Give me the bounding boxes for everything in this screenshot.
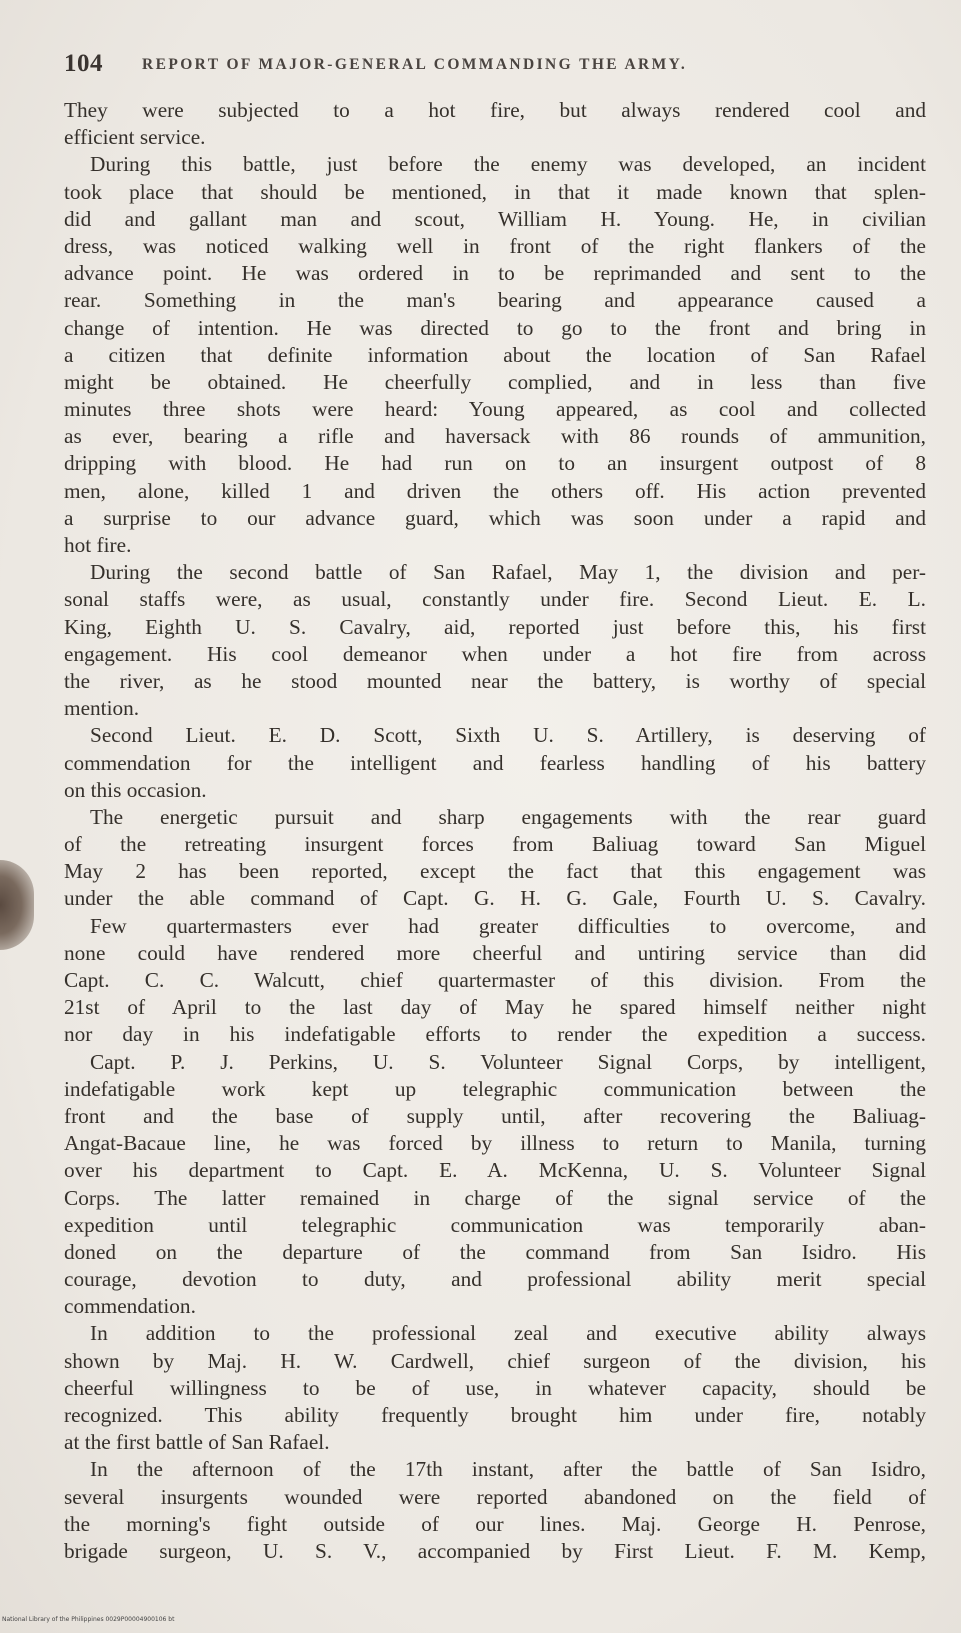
- text-line: men, alone, killed 1 and driven the others off. His action prevented: [64, 478, 926, 503]
- text-line: recognized. This ability frequently brought him under fire, notably: [64, 1403, 926, 1427]
- paragraph-first-line: In addition to the professional zeal and executive ability always: [90, 1321, 926, 1346]
- text-line: indefatigable work kept up telegraphic communication between the: [64, 1076, 926, 1101]
- paragraph-first-line: Capt. P. J. Perkins, U. S. Volunteer Signal Corps, by intelligent,: [90, 1049, 926, 1074]
- text-line: 21st of April to the last day of May he spared himself neither night: [64, 995, 926, 1020]
- paragraph-first-line: In the afternoon of the 17th instant, after the battle of San Isidro,: [90, 1457, 926, 1482]
- text-line: several insurgents wounded were reported abandoned on the field of: [64, 1484, 926, 1509]
- text-line: Corps. The latter remained in charge of the signal service of the: [64, 1185, 926, 1210]
- text-line: Angat-Bacaue line, he was forced by illness to return to Manila, turning: [64, 1131, 926, 1156]
- text-line: efficient service.: [64, 125, 206, 150]
- paragraph-first-line: The energetic pursuit and sharp engagements with the rear guard: [90, 804, 926, 829]
- text-line: rear. Something in the man's bearing and appearance caused a: [64, 288, 926, 313]
- paragraph-first-line: During this battle, just before the enemy was developed, an incident: [90, 152, 926, 177]
- text-line: on this occasion.: [64, 777, 207, 802]
- text-line: May 2 has been reported, except the fact that this engagement was: [64, 859, 926, 884]
- paragraph-first-line: Second Lieut. E. D. Scott, Sixth U. S. Artillery, is deserving of: [90, 723, 926, 748]
- text-line: engagement. His cool demeanor when under a hot fire from across: [64, 641, 926, 666]
- text-line: shown by Maj. H. W. Cardwell, chief surgeon of the division, his: [64, 1348, 926, 1373]
- text-line: courage, devotion to duty, and professional ability merit special: [64, 1267, 926, 1292]
- text-line: doned on the departure of the command from San Isidro. His: [64, 1239, 926, 1264]
- text-line: might be obtained. He cheerfully complied, and in less than five: [64, 369, 926, 394]
- text-line: advance point. He was ordered in to be reprimanded and sent to the: [64, 261, 926, 286]
- text-line: took place that should be mentioned, in that it made known that splen-: [64, 179, 926, 204]
- text-line: under the able command of Capt. G. H. G. Gale, Fourth U. S. Cavalry.: [64, 886, 926, 911]
- text-line: none could have rendered more cheerful and untiring service than did: [64, 940, 926, 965]
- scan-credit: National Library of the Philippines 0029P00004900106 bt: [2, 1616, 175, 1623]
- text-line: of the retreating insurgent forces from Baliuag toward San Miguel: [64, 832, 926, 857]
- text-line: a citizen that definite information about the location of San Rafael: [64, 342, 926, 367]
- text-line: over his department to Capt. E. A. McKenna, U. S. Volunteer Signal: [64, 1158, 926, 1183]
- text-line: commendation.: [64, 1294, 196, 1319]
- text-line: mention.: [64, 696, 140, 721]
- text-line: at the first battle of San Rafael.: [64, 1430, 330, 1455]
- text-line: front and the base of supply until, after recovering the Baliuag-: [64, 1103, 926, 1128]
- text-line: commendation for the intelligent and fearless handling of his battery: [64, 750, 926, 775]
- text-line: expedition until telegraphic communication was temporarily aban-: [64, 1212, 926, 1237]
- paragraph-first-line: Few quartermasters ever had greater difficulties to overcome, and: [90, 913, 926, 938]
- running-title: REPORT OF MAJOR-GENERAL COMMANDING THE ARMY.: [142, 56, 688, 73]
- text-line: the morning's fight outside of our lines. Maj. George H. Penrose,: [64, 1511, 926, 1536]
- text-line: They were subjected to a hot fire, but always rendered cool and: [64, 98, 926, 122]
- page-number: 104: [64, 50, 103, 77]
- text-line: King, Eighth U. S. Cavalry, aid, reported just before this, his first: [64, 614, 926, 639]
- text-line: minutes three shots were heard: Young appeared, as cool and collected: [64, 397, 926, 422]
- text-line: dripping with blood. He had run on to an insurgent outpost of 8: [64, 451, 926, 476]
- body-text: [64, 97, 926, 1565]
- text-line: change of intention. He was directed to go to the front and bring in: [64, 315, 926, 340]
- text-line: the river, as he stood mounted near the battery, is worthy of special: [64, 668, 926, 693]
- text-line: cheerful willingness to be of use, in whatever capacity, should be: [64, 1375, 926, 1400]
- text-line: dress, was noticed walking well in front of the right flankers of the: [64, 233, 926, 258]
- text-line: a surprise to our advance guard, which was soon under a rapid and: [64, 505, 926, 530]
- text-line: hot fire.: [64, 533, 132, 557]
- paragraph-first-line: During the second battle of San Rafael, May 1, the division and per-: [90, 560, 926, 585]
- text-line: brigade surgeon, U. S. V., accompanied by First Lieut. F. M. Kemp,: [64, 1538, 926, 1563]
- text-line: Capt. C. C. Walcutt, chief quartermaster of this division. From the: [64, 968, 926, 992]
- text-line: as ever, bearing a rifle and haversack with 86 rounds of ammunition,: [64, 424, 926, 449]
- scan-thumb-shadow: [0, 860, 34, 950]
- text-line: sonal staffs were, as usual, constantly under fire. Second Lieut. E. L.: [64, 587, 926, 612]
- text-line: did and gallant man and scout, William H. Young. He, in civilian: [64, 206, 926, 231]
- page-header: [64, 50, 894, 80]
- text-line: nor day in his indefatigable efforts to render the expedition a success.: [64, 1022, 926, 1047]
